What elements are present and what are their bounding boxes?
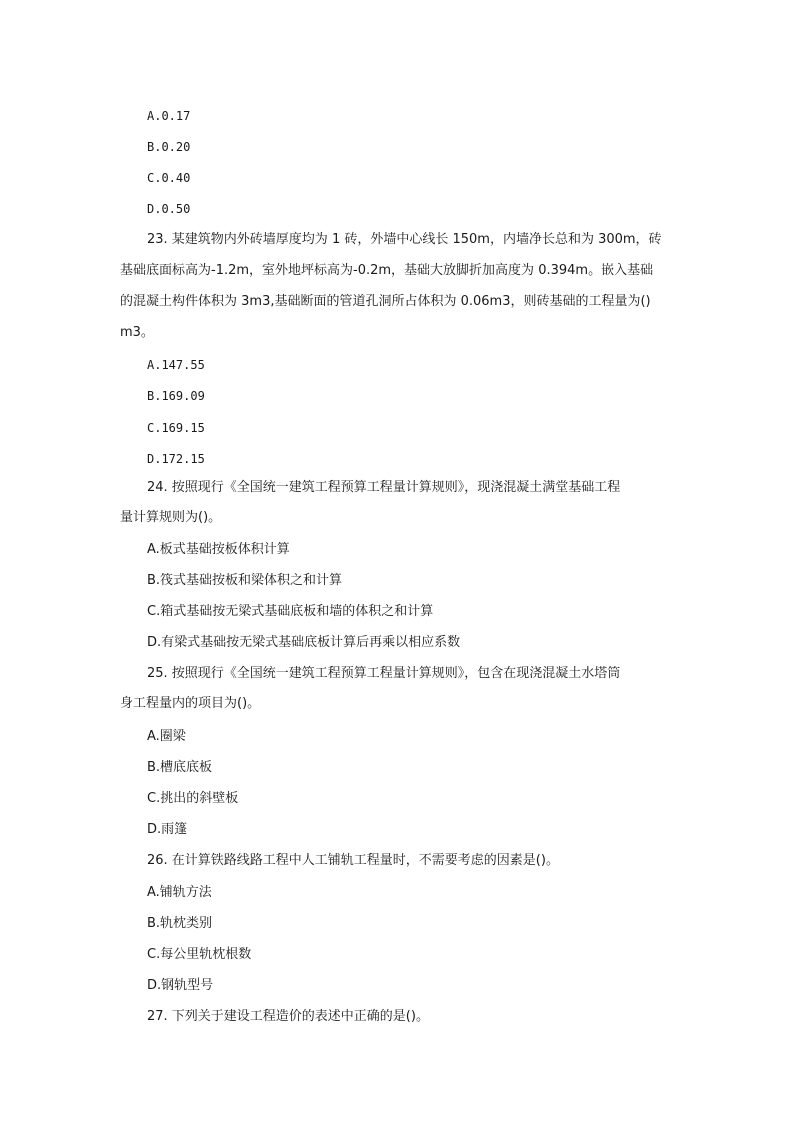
q23-stem-line-1: 23. 某建筑物内外砖墙厚度均为 1 砖，外墙中心线长 150m，内墙净长总和为 300m，砖 [147, 232, 662, 247]
q24-stem-line-2: 量计算规则为()。 [120, 510, 222, 525]
q23-stem-line-4: m3。 [120, 325, 154, 340]
q25-option-c: C.挑出的斜壁板 [147, 791, 239, 806]
q25-option-b: B.槽底底板 [147, 760, 213, 775]
q23-stem-line-3: 的混凝土构件体积为 3m3,基础断面的管道孔洞所占体积为 0.06m3，则砖基础的工程量为() [120, 294, 651, 309]
q25-stem-line-2: 身工程量内的项目为()。 [120, 696, 261, 711]
q22-option-d: D.0.50 [147, 202, 191, 216]
q22-option-a: A.0.17 [147, 109, 191, 123]
q23-option-a: A.147.55 [147, 358, 205, 372]
q24-option-c: C.箱式基础按无梁式基础底板和墙的体积之和计算 [147, 604, 434, 619]
q22-option-c: C.0.40 [147, 171, 191, 185]
q26-option-c: C.每公里轨枕根数 [147, 947, 252, 962]
q27-stem-line-1: 27. 下列关于建设工程造价的表述中正确的是()。 [147, 1009, 429, 1024]
q26-option-a: A.铺轨方法 [147, 885, 212, 900]
q22-option-b: B.0.20 [147, 140, 191, 154]
q24-stem-line-1: 24. 按照现行《全国统一建筑工程预算工程量计算规则》，现浇混凝土满堂基础工程 [147, 480, 621, 495]
q24-option-d: D.有梁式基础按无梁式基础底板计算后再乘以相应系数 [147, 635, 461, 650]
q24-option-b: B.筏式基础按板和梁体积之和计算 [147, 573, 343, 588]
q26-option-b: B.轨枕类别 [147, 916, 213, 931]
q25-option-d: D.雨篷 [147, 822, 188, 837]
q24-option-a: A.板式基础按板体积计算 [147, 542, 290, 557]
q23-option-c: C.169.15 [147, 421, 205, 435]
q25-option-a: A.圈梁 [147, 729, 186, 744]
q26-stem-line-1: 26. 在计算铁路线路工程中人工铺轨工程量时，不需要考虑的因素是()。 [147, 853, 559, 868]
q23-option-b: B.169.09 [147, 389, 205, 403]
q23-stem-line-2: 基础底面标高为-1.2m，室外地坪标高为-0.2m，基础大放脚折加高度为 0.394m。嵌入基础 [120, 263, 654, 278]
q25-stem-line-1: 25. 按照现行《全国统一建筑工程预算工程量计算规则》，包含在现浇混凝土水塔筒 [147, 666, 621, 681]
q26-option-d: D.钢轨型号 [147, 978, 214, 993]
q23-option-d: D.172.15 [147, 452, 205, 466]
